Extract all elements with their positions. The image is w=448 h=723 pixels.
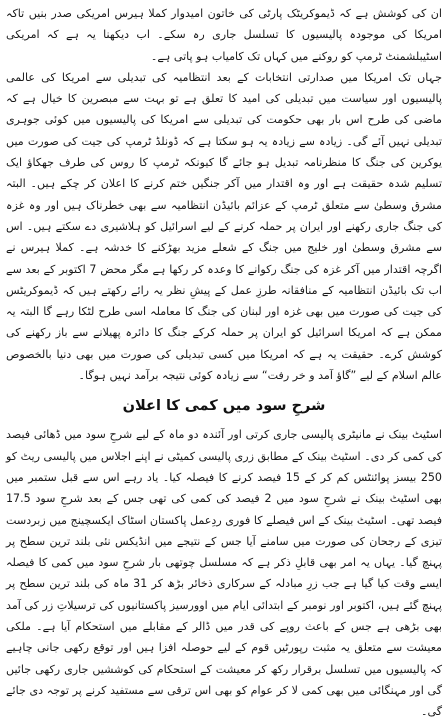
article-body-top xyxy=(6,3,442,386)
paragraph-interest-rate-cut: اسٹیٹ بینک نے مانیٹری پالیسی جاری کرتی اور آئندہ دو ماہ کے لیے شرحِ سود میں ڈھائی فیصد کی کمی کر دی۔ اسٹیٹ بینک کے مطابق زری پالیسی کمیٹی نے اپنے اجلاس میں پالیسی ریٹ کو 250 بیسز پوائنٹس کم کر کے 15 فیصد کرنے کا فیصلہ کیا۔ یاد رہے اس سے قبل ستمبر میں بھی اسٹیٹ بینک نے شرحِ سود میں 2 فیصد کی کمی کی تھی جس کے بعد شرحِ سود 17.5 فیصد تھی۔ اسٹیٹ بینک کے اس فیصلے کا فوری ردِعمل پاکستان اسٹاک ایکسچینج میں زبردست تیزی کے رجحان کی صورت میں سامنے آیا جس کے نتیجے میں انڈیکس نئی بلند ترین سطح پر پہنچ گیا۔ یہاں یہ امر بھی قابلِ ذکر ہے کہ مسلسل چوتھی بار شرحِ سود میں کمی کا فیصلہ ایسے وقت کیا گیا ہے جب زرِ مبادلہ کے سرکاری ذخائر بڑھ کر 31 ماہ کی بلند ترین سطح پر پہنچ گئے ہیں، اکتوبر اور نومبر کے ابتدائی ایام میں اوورسیز پاکستانیوں کی ترسیلاتِ زر کی آمد بھی بڑھی ہے جس کے باعث روپے کی قدر میں ڈالر کے مقابلے میں استحکام آیا ہے۔ ملکی معیشت سے متعلق یہ مثبت رپورٹیں قوم کے لیے حوصلہ افزا ہیں اور توقع رکھی جانی چاہیے کہ پالیسیوں میں تسلسل برقرار رکھ کر معیشت کے استحکام کی کوششیں جاری رکھی جائیں گی اور مہنگائی میں بھی کمی لا کر عوام کو بھی اس ترقی سے مستفید کرنے پر توجہ دی جائے گی۔ xyxy=(6,428,442,719)
article-body-bottom xyxy=(6,424,442,722)
paragraph-intro: ان کی کوشش ہے کہ ڈیموکریٹک پارٹی کی خاتون امیدوار کملا ہیرس امریکی صدر بنیں تاکہ امریکا کی موجودہ پالیسیوں کا تسلسل جاری رہ سکے۔ اب دیکھنا یہ ہے کہ امریکی اسٹیبلشمنٹ ٹرمپ کو روکنے میں کہاں تک کامیاب ہو پاتی ہے۔ xyxy=(6,7,442,63)
section-heading: شرحِ سود میں کمی کا اعلان xyxy=(122,398,326,415)
paragraph-us-policy-analysis: جہاں تک امریکا میں صدارتی انتخابات کے بعد انتظامیہ کی تبدیلی سے امریکا کی عالمی پالیسیوں اور سیاست میں تبدیلی کی امید کا تعلق ہے تو بہت سے مبصرین کا خیال ہے کہ ماضی کی طرح اس بار بھی حکومت کی تبدیلی سے امریکا کی پالیسیوں میں کوئی جوہری تبدیلی نہیں آئے گی۔ زیادہ سے زیادہ یہ ہو سکتا ہے کہ ڈونلڈ ٹرمپ کی جیت کی صورت میں یوکرین کی جنگ کا منظرنامہ تبدیل ہو جائے گا کیونکہ ٹرمپ کا روس کی طرف جھکاؤ ایک تسلیم شدہ حقیقت ہے اور وہ اقتدار میں آکر جنگیں ختم کرنے کا اعلان کر چکے ہیں۔ البتہ مشرق وسطیٰ سے متعلق ٹرمپ کے عزائم بائیڈن انتظامیہ سے بھی خطرناک ہیں اور وہ غزہ کی جنگ جاری رکھنے اور ایران پر حملہ کرنے کے لیے اسرائیل کو ہلاشیری دے سکتے ہیں۔ اس سے مشرق وسطیٰ اور خلیج میں جنگ کے شعلے مزید بھڑکنے کا خدشہ ہے۔ کملا ہیرس نے اگرچہ اقتدار میں آکر غزہ کی جنگ رکوانے کا وعدہ کر رکھا ہے مگر محض 7 اکتوبر کے بعد سے اب تک بائیڈن انتظامیہ کے منافقانہ طرزِ عمل کے پیشِ نظر یہ رائے رکھتے ہیں کہ ڈیموکریٹس کی جیت کی صورت میں بھی غزہ اور لبنان کی جنگ کا معاملہ اسی طرح لٹکا رہے گا البتہ یہ ممکن ہے کہ امریکا اسرائیل کو ایران پر حملہ کرکے جنگ کا دائرہ پھیلانے سے باز رکھنے کی کوشش کرے۔ حقیقت یہ ہے کہ امریکا میں کسی تبدیلی کی صورت میں بھی دنیا بالخصوص عالم اسلام کے لیے ”گاؤ آمد و خر رفت“ سے زیادہ کوئی نتیجہ برآمد نہیں ہوگا۔ xyxy=(6,70,442,383)
